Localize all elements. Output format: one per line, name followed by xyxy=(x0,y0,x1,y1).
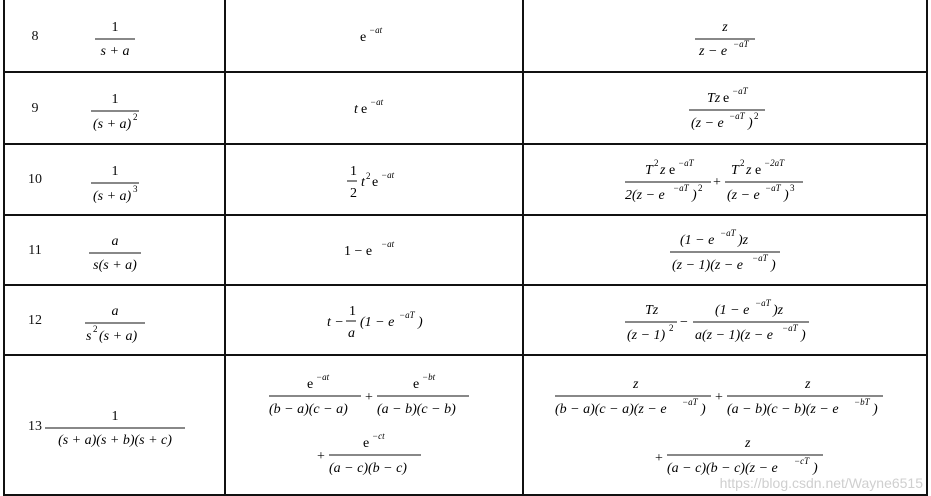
row-number: 10 xyxy=(28,172,42,187)
svg-text:): ) xyxy=(418,315,423,330)
z-cell xyxy=(524,145,926,214)
svg-text:e: e xyxy=(413,377,420,392)
svg-text:+: + xyxy=(713,174,721,190)
table-row xyxy=(5,356,926,494)
svg-text:2: 2 xyxy=(92,324,97,334)
z-formula xyxy=(555,370,895,480)
svg-text:−at: −at xyxy=(381,169,395,180)
svg-text:2: 2 xyxy=(350,185,357,201)
svg-text:−aT: −aT xyxy=(399,310,415,320)
svg-text:): ) xyxy=(801,328,806,343)
svg-text:e: e xyxy=(361,102,368,117)
svg-text:−at: −at xyxy=(381,239,395,249)
svg-text:−cT: −cT xyxy=(794,456,810,466)
svg-text:2: 2 xyxy=(366,170,371,181)
svg-text:a(z − 1)(z − e: a(z − 1)(z − e xyxy=(695,328,773,343)
svg-text:(1 − e: (1 − e xyxy=(360,315,395,330)
svg-text:2: 2 xyxy=(654,157,659,168)
time-cell xyxy=(226,216,524,284)
svg-text:−aT: −aT xyxy=(752,253,768,263)
time-formula xyxy=(314,155,434,205)
laplace-formula xyxy=(55,83,175,133)
svg-text:s + a: s + a xyxy=(100,43,129,59)
svg-text:e: e xyxy=(755,162,762,178)
z-cell xyxy=(524,73,926,143)
svg-text:e: e xyxy=(307,377,314,392)
watermark: https://blog.csdn.net/Wayne6515 xyxy=(719,475,923,491)
svg-text:1: 1 xyxy=(111,19,118,35)
svg-text:t: t xyxy=(354,102,358,117)
svg-text:(b − a)(c − a): (b − a)(c − a) xyxy=(269,402,348,417)
svg-text:(1 − e: (1 − e xyxy=(680,233,715,248)
laplace-formula xyxy=(55,11,175,61)
row-number: 11 xyxy=(28,243,42,258)
z-formula xyxy=(625,154,825,206)
svg-text:(a − c)(b − c)(z − e: (a − c)(b − c)(z − e xyxy=(667,461,778,476)
svg-text:−at: −at xyxy=(370,97,384,107)
svg-text:−at: −at xyxy=(369,24,383,35)
svg-text:): ) xyxy=(873,402,878,417)
svg-text:−aT: −aT xyxy=(720,228,736,238)
laplace-cell xyxy=(5,356,226,494)
svg-text:)z: )z xyxy=(773,303,784,318)
svg-text:3: 3 xyxy=(132,183,137,194)
svg-text:(s + a): (s + a) xyxy=(92,188,131,204)
svg-text:+: + xyxy=(715,390,723,405)
svg-text:1 − e: 1 − e xyxy=(344,244,373,259)
laplace-formula xyxy=(55,225,175,275)
svg-text:−bt: −bt xyxy=(422,372,436,382)
z-formula xyxy=(645,82,805,134)
svg-text:+: + xyxy=(317,449,325,464)
svg-text:(z − e: (z − e xyxy=(691,116,724,131)
svg-text:): ) xyxy=(701,402,706,417)
time-cell xyxy=(226,356,524,494)
svg-text:a: a xyxy=(348,326,355,341)
svg-text:e: e xyxy=(360,29,367,45)
z-formula xyxy=(640,224,810,276)
svg-text:(s + a): (s + a) xyxy=(98,329,137,344)
svg-text:z: z xyxy=(745,436,751,451)
svg-text:z: z xyxy=(805,377,811,392)
svg-text:(a − b)(c − b)(z − e: (a − b)(c − b)(z − e xyxy=(727,402,839,417)
svg-text:2: 2 xyxy=(740,157,745,168)
svg-text:a: a xyxy=(111,304,118,319)
svg-text:−aT: −aT xyxy=(682,397,698,407)
z-cell xyxy=(524,216,926,284)
svg-text:(z − 1)(z − e: (z − 1)(z − e xyxy=(672,258,743,273)
svg-text:e: e xyxy=(363,436,370,451)
row-number: 9 xyxy=(31,101,39,116)
laplace-formula xyxy=(55,155,175,205)
laplace-cell xyxy=(5,0,226,71)
svg-text:e: e xyxy=(723,91,730,106)
svg-text:): ) xyxy=(813,461,818,476)
time-formula xyxy=(309,295,439,345)
svg-text:2: 2 xyxy=(132,112,137,122)
svg-text:−aT: −aT xyxy=(673,182,689,193)
svg-text:Tz: Tz xyxy=(645,303,659,318)
svg-text:(a − b)(c − b): (a − b)(c − b) xyxy=(377,402,456,417)
svg-text:s: s xyxy=(85,329,91,344)
svg-text:z: z xyxy=(660,162,666,178)
svg-text:t: t xyxy=(361,174,365,190)
svg-text:(s + a)(s + b)(s + c): (s + a)(s + b)(s + c) xyxy=(57,433,172,448)
svg-text:−aT: −aT xyxy=(732,86,748,96)
svg-text:−ct: −ct xyxy=(372,431,385,441)
svg-text:): ) xyxy=(692,187,697,203)
svg-text:): ) xyxy=(784,187,789,203)
row-number: 13 xyxy=(28,419,42,434)
table-row xyxy=(5,0,926,73)
svg-text:): ) xyxy=(771,258,776,273)
svg-text:2: 2 xyxy=(698,182,703,193)
svg-text:2(z − e: 2(z − e xyxy=(625,187,665,203)
row-number: 8 xyxy=(31,29,39,44)
svg-text:−at: −at xyxy=(316,372,330,382)
svg-text:T: T xyxy=(645,162,653,178)
time-cell xyxy=(226,73,524,143)
time-formula xyxy=(314,93,434,123)
svg-text:(1 − e: (1 − e xyxy=(715,303,750,318)
z-cell xyxy=(524,286,926,354)
time-formula xyxy=(269,370,479,480)
table-row xyxy=(5,73,926,145)
svg-text:−2aT: −2aT xyxy=(764,157,785,168)
svg-text:): ) xyxy=(748,116,753,131)
svg-text:2: 2 xyxy=(754,111,759,121)
time-cell xyxy=(226,145,524,214)
z-formula xyxy=(625,294,825,346)
laplace-cell xyxy=(5,73,226,143)
svg-text:−aT: −aT xyxy=(782,323,798,333)
laplace-cell xyxy=(5,145,226,214)
svg-text:(z − e: (z − e xyxy=(727,187,760,203)
svg-text:1: 1 xyxy=(350,163,357,179)
svg-text:−aT: −aT xyxy=(765,182,781,193)
svg-text:3: 3 xyxy=(790,182,795,193)
svg-text:t −: t − xyxy=(327,315,344,330)
laplace-formula xyxy=(55,295,175,345)
table-row xyxy=(5,286,926,356)
svg-text:−aT: −aT xyxy=(755,298,771,308)
svg-text:1: 1 xyxy=(111,163,118,179)
svg-text:−aT: −aT xyxy=(678,157,694,168)
time-formula xyxy=(314,235,434,265)
laplace-formula xyxy=(40,400,190,450)
svg-text:1: 1 xyxy=(349,304,356,319)
svg-text:+: + xyxy=(655,451,663,466)
svg-text:e: e xyxy=(372,174,379,190)
z-cell xyxy=(524,356,926,494)
svg-text:−aT: −aT xyxy=(733,38,749,49)
svg-text:a: a xyxy=(111,234,118,249)
z-formula xyxy=(645,11,805,61)
svg-text:(a − c)(b − c): (a − c)(b − c) xyxy=(329,461,407,476)
svg-text:1: 1 xyxy=(111,92,118,107)
svg-text:(b − a)(c − a)(z − e: (b − a)(c − a)(z − e xyxy=(555,402,667,417)
svg-text:z − e: z − e xyxy=(699,43,728,59)
time-cell xyxy=(226,286,524,354)
z-transform-table xyxy=(3,0,928,496)
row-number: 12 xyxy=(28,313,42,328)
svg-text:z: z xyxy=(633,377,639,392)
svg-text:z: z xyxy=(722,19,728,35)
svg-text:Tz: Tz xyxy=(707,91,721,106)
svg-text:s(s + a): s(s + a) xyxy=(92,258,137,273)
svg-text:2: 2 xyxy=(669,323,674,333)
svg-text:)z: )z xyxy=(738,233,749,248)
laplace-cell xyxy=(5,286,226,354)
svg-text:T: T xyxy=(731,162,739,178)
svg-text:−bT: −bT xyxy=(854,397,870,407)
time-formula xyxy=(314,21,434,51)
svg-text:−aT: −aT xyxy=(729,111,745,121)
table-row xyxy=(5,216,926,286)
svg-text:z: z xyxy=(746,162,752,178)
svg-text:−: − xyxy=(680,315,688,330)
table-row xyxy=(5,145,926,216)
svg-text:(s + a): (s + a) xyxy=(92,117,131,132)
svg-text:e: e xyxy=(669,162,676,178)
svg-text:(z − 1): (z − 1) xyxy=(627,328,666,343)
laplace-cell xyxy=(5,216,226,284)
svg-text:+: + xyxy=(365,390,373,405)
z-cell xyxy=(524,0,926,71)
svg-text:1: 1 xyxy=(111,409,118,424)
time-cell xyxy=(226,0,524,71)
